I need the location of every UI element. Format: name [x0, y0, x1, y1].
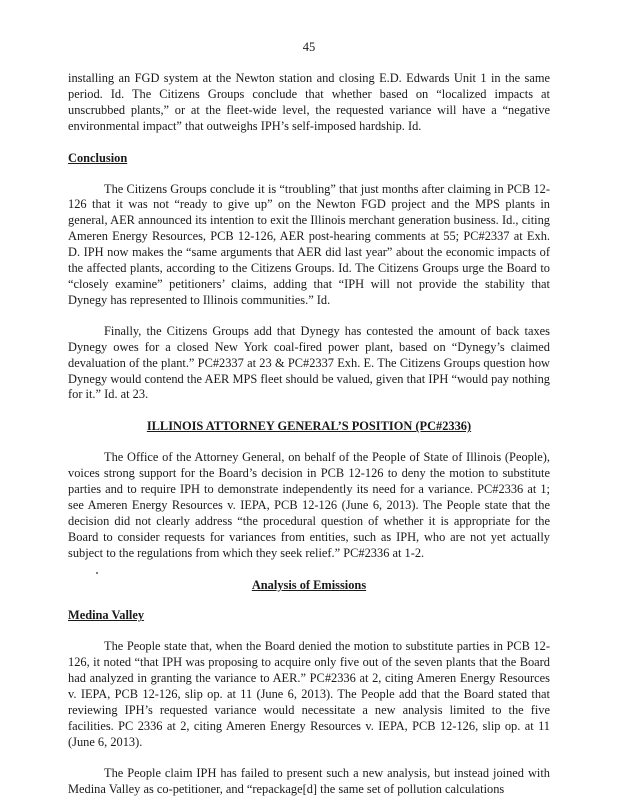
paragraph-conclusion-1: The Citizens Groups conclude it is “troubling” that just months after claiming in PCB 12-126 that it was not “ready to give up” on the Newton FGD project and the MPS plants in general, AER announced its intention to exit the Illinois merchant generation business. Id., citing Ameren Energy Resources, PCB 12-126, AER post-hearing comments at 55; PC#2337 at Exh. D. IPH now makes the “same arguments that AER did last year” about the economic impacts of the affected plants, according to the Citizens Groups. Id. The Citizens Groups urge the Board to “closely examine” petitioners’ claims, adding that “IPH will not provide the stability that Dynegy has represented to Illinois communities.” Id.	[68, 181, 550, 307]
paragraph-conclusion-2: Finally, the Citizens Groups add that Dynegy has contested the amount of back taxes Dynegy owes for a closed New York coal-fired power plant, based on “Dynegy’s claimed devaluation of the plant.” PC#2337 at 23 & PC#2337 Exh. E. The Citizens Groups question how Dynegy would contend the AER MPS fleet should be valued, given that IPH “would pay nothing for it.” Id. at 23.	[68, 323, 550, 402]
heading-analysis-of-emissions: Analysis of Emissions	[251, 577, 367, 592]
heading-medina-valley: Medina Valley	[68, 608, 145, 623]
heading-attorney-general: ILLINOIS ATTORNEY GENERAL’S POSITION (PC#2336)	[146, 419, 472, 434]
scan-speck	[96, 572, 98, 574]
page-number: 45	[302, 40, 316, 54]
paragraph-continuation: installing an FGD system at the Newton station and closing E.D. Edwards Unit 1 in the same period. Id. The Citizens Groups conclude that whether based on “localized impacts at unscrubbed plants,” or at the fleet-wide level, the requested variance will have a “negative environmental impact” that outweighs IPH’s self-imposed hardship. Id.	[68, 71, 550, 133]
body-text	[68, 71, 550, 798]
paragraph-medina-valley-2: The People claim IPH has failed to present such a new analysis, but instead joined with Medina Valley as co-petitioner, and “repackage[d] the same set of pollution calculations	[68, 765, 550, 796]
heading-conclusion: Conclusion	[68, 150, 128, 165]
paragraph-attorney-general: The Office of the Attorney General, on behalf of the People of State of Illinois (People), voices strong support for the Board’s decision in PCB 12-126 to deny the motion to substitute parties and to require IPH to demonstrate independently its need for a variance. PC#2336 at 1; see Ameren Energy Resources v. IEPA, PCB 12-126 (June 6, 2013). The People state that the decision did not clearly address “the procedural question of whether it is appropriate for the Board to consider requests for variances from entities, such as IPH, who are not yet actually subject to the regulations from which they seek relief.” PC#2336 at 1-2.	[68, 450, 550, 560]
paragraph-medina-valley-1: The People state that, when the Board denied the motion to substitute parties in PCB 12-126, it noted “that IPH was proposing to acquire only five out of the seven plants that the Board had analyzed in granting the variance to AER.” PC#2336 at 2, citing Ameren Energy Resources v. IEPA, PCB 12-126, slip op. at 11 (June 6, 2013). The People add that the Board stated that reviewing IPH’s requested variance would necessitate a new analysis limited to the five facilities. PC 2336 at 2, citing Ameren Energy Resources v. IEPA, PCB 12-126, slip op. at 11 (June 6, 2013).	[68, 639, 550, 749]
